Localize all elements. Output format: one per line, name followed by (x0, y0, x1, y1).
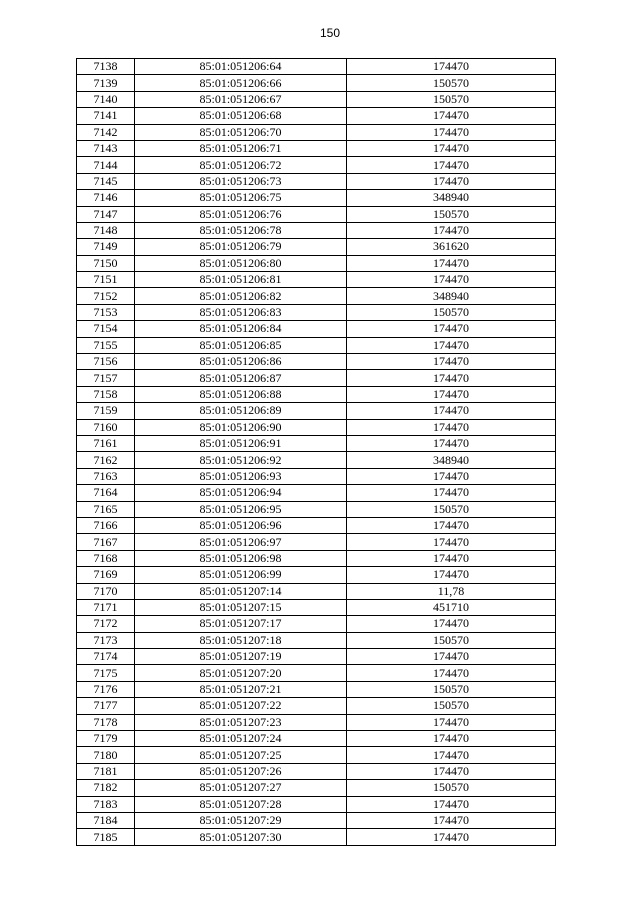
table-row (77, 321, 556, 337)
row-number-cell: 7165 (77, 501, 135, 517)
value-cell: 174470 (347, 59, 556, 75)
row-number-cell: 7174 (77, 649, 135, 665)
value-cell: 174470 (347, 173, 556, 189)
value-cell: 174470 (347, 157, 556, 173)
table-row (77, 140, 556, 156)
cadastral-number-cell: 85:01:051207:19 (135, 649, 347, 665)
cadastral-number-cell: 85:01:051206:95 (135, 501, 347, 517)
cadastral-number-cell: 85:01:051206:73 (135, 173, 347, 189)
row-number-cell: 7160 (77, 419, 135, 435)
row-number-cell: 7163 (77, 468, 135, 484)
cadastral-number-cell: 85:01:051206:86 (135, 354, 347, 370)
row-number-cell: 7184 (77, 812, 135, 828)
cadastral-number-cell: 85:01:051206:92 (135, 452, 347, 468)
table-row (77, 108, 556, 124)
value-cell: 174470 (347, 272, 556, 288)
cadastral-number-cell: 85:01:051206:93 (135, 468, 347, 484)
cadastral-number-cell: 85:01:051206:70 (135, 124, 347, 140)
row-number-cell: 7176 (77, 681, 135, 697)
row-number-cell: 7138 (77, 59, 135, 75)
table-row (77, 747, 556, 763)
cadastral-number-cell: 85:01:051207:24 (135, 731, 347, 747)
value-cell: 174470 (347, 222, 556, 238)
value-cell: 361620 (347, 239, 556, 255)
row-number-cell: 7156 (77, 354, 135, 370)
row-number-cell: 7152 (77, 288, 135, 304)
table-row (77, 337, 556, 353)
value-cell: 174470 (347, 829, 556, 845)
value-cell: 174470 (347, 616, 556, 632)
row-number-cell: 7175 (77, 665, 135, 681)
value-cell: 174470 (347, 649, 556, 665)
cadastral-number-cell: 85:01:051207:14 (135, 583, 347, 599)
cadastral-number-cell: 85:01:051207:15 (135, 599, 347, 615)
value-cell: 174470 (347, 386, 556, 402)
value-cell: 174470 (347, 534, 556, 550)
value-cell: 150570 (347, 780, 556, 796)
row-number-cell: 7148 (77, 222, 135, 238)
row-number-cell: 7179 (77, 731, 135, 747)
cadastral-number-cell: 85:01:051206:68 (135, 108, 347, 124)
value-cell: 174470 (347, 714, 556, 730)
table-row (77, 534, 556, 550)
row-number-cell: 7169 (77, 567, 135, 583)
value-cell: 174470 (347, 140, 556, 156)
table-row (77, 239, 556, 255)
cadastral-number-cell: 85:01:051206:72 (135, 157, 347, 173)
value-cell: 174470 (347, 354, 556, 370)
value-cell: 150570 (347, 91, 556, 107)
row-number-cell: 7146 (77, 190, 135, 206)
table-row (77, 91, 556, 107)
row-number-cell: 7168 (77, 550, 135, 566)
cadastral-number-cell: 85:01:051206:81 (135, 272, 347, 288)
table-row (77, 190, 556, 206)
row-number-cell: 7154 (77, 321, 135, 337)
cadastral-number-cell: 85:01:051206:87 (135, 370, 347, 386)
cadastral-number-cell: 85:01:051206:94 (135, 485, 347, 501)
row-number-cell: 7182 (77, 780, 135, 796)
table-body (77, 59, 556, 846)
table-row (77, 59, 556, 75)
cadastral-number-cell: 85:01:051206:85 (135, 337, 347, 353)
value-cell: 174470 (347, 370, 556, 386)
cadastral-number-cell: 85:01:051206:88 (135, 386, 347, 402)
row-number-cell: 7153 (77, 304, 135, 320)
table-row (77, 812, 556, 828)
value-cell: 11,78 (347, 583, 556, 599)
value-cell: 150570 (347, 632, 556, 648)
value-cell: 174470 (347, 124, 556, 140)
value-cell: 174470 (347, 255, 556, 271)
value-cell: 174470 (347, 321, 556, 337)
value-cell: 150570 (347, 681, 556, 697)
data-table (76, 58, 556, 846)
cadastral-number-cell: 85:01:051206:79 (135, 239, 347, 255)
table-row (77, 796, 556, 812)
cadastral-number-cell: 85:01:051207:17 (135, 616, 347, 632)
value-cell: 174470 (347, 435, 556, 451)
row-number-cell: 7171 (77, 599, 135, 615)
cadastral-number-cell: 85:01:051207:23 (135, 714, 347, 730)
table-row (77, 599, 556, 615)
table-row (77, 698, 556, 714)
value-cell: 174470 (347, 517, 556, 533)
value-cell: 150570 (347, 304, 556, 320)
row-number-cell: 7177 (77, 698, 135, 714)
table-row (77, 173, 556, 189)
row-number-cell: 7157 (77, 370, 135, 386)
table-row (77, 435, 556, 451)
cadastral-number-cell: 85:01:051207:25 (135, 747, 347, 763)
table-row (77, 222, 556, 238)
cadastral-number-cell: 85:01:051206:71 (135, 140, 347, 156)
cadastral-number-cell: 85:01:051207:20 (135, 665, 347, 681)
cadastral-number-cell: 85:01:051206:83 (135, 304, 347, 320)
value-cell: 150570 (347, 698, 556, 714)
cadastral-number-cell: 85:01:051206:89 (135, 403, 347, 419)
cadastral-number-cell: 85:01:051207:27 (135, 780, 347, 796)
table-row (77, 255, 556, 271)
row-number-cell: 7178 (77, 714, 135, 730)
table-row (77, 288, 556, 304)
row-number-cell: 7159 (77, 403, 135, 419)
value-cell: 174470 (347, 796, 556, 812)
row-number-cell: 7144 (77, 157, 135, 173)
table-row (77, 403, 556, 419)
row-number-cell: 7151 (77, 272, 135, 288)
row-number-cell: 7140 (77, 91, 135, 107)
value-cell: 174470 (347, 337, 556, 353)
cadastral-number-cell: 85:01:051206:82 (135, 288, 347, 304)
cadastral-number-cell: 85:01:051207:29 (135, 812, 347, 828)
row-number-cell: 7145 (77, 173, 135, 189)
value-cell: 174470 (347, 665, 556, 681)
page-number: 150 (319, 26, 341, 40)
row-number-cell: 7164 (77, 485, 135, 501)
table-row (77, 829, 556, 845)
value-cell: 451710 (347, 599, 556, 615)
row-number-cell: 7183 (77, 796, 135, 812)
value-cell: 174470 (347, 731, 556, 747)
cadastral-number-cell: 85:01:051206:96 (135, 517, 347, 533)
table-row (77, 632, 556, 648)
table-row (77, 550, 556, 566)
cadastral-number-cell: 85:01:051206:97 (135, 534, 347, 550)
value-cell: 174470 (347, 485, 556, 501)
cadastral-number-cell: 85:01:051206:90 (135, 419, 347, 435)
table-row (77, 681, 556, 697)
row-number-cell: 7142 (77, 124, 135, 140)
table-row (77, 649, 556, 665)
cadastral-number-cell: 85:01:051206:76 (135, 206, 347, 222)
cadastral-number-cell: 85:01:051206:91 (135, 435, 347, 451)
cadastral-number-cell: 85:01:051206:78 (135, 222, 347, 238)
row-number-cell: 7155 (77, 337, 135, 353)
table-row (77, 354, 556, 370)
value-cell: 174470 (347, 747, 556, 763)
row-number-cell: 7166 (77, 517, 135, 533)
cadastral-number-cell: 85:01:051206:99 (135, 567, 347, 583)
table-row (77, 517, 556, 533)
cadastral-number-cell: 85:01:051206:66 (135, 75, 347, 91)
row-number-cell: 7149 (77, 239, 135, 255)
cadastral-number-cell: 85:01:051206:75 (135, 190, 347, 206)
value-cell: 174470 (347, 763, 556, 779)
cadastral-number-cell: 85:01:051206:98 (135, 550, 347, 566)
value-cell: 348940 (347, 288, 556, 304)
table-row (77, 501, 556, 517)
table-row (77, 370, 556, 386)
table-row (77, 157, 556, 173)
table-row (77, 714, 556, 730)
table-row (77, 386, 556, 402)
table-row (77, 616, 556, 632)
cadastral-number-cell: 85:01:051206:84 (135, 321, 347, 337)
value-cell: 150570 (347, 206, 556, 222)
cadastral-number-cell: 85:01:051207:21 (135, 681, 347, 697)
cadastral-number-cell: 85:01:051206:80 (135, 255, 347, 271)
cadastral-number-cell: 85:01:051207:18 (135, 632, 347, 648)
value-cell: 348940 (347, 452, 556, 468)
row-number-cell: 7185 (77, 829, 135, 845)
cadastral-number-cell: 85:01:051207:30 (135, 829, 347, 845)
value-cell: 174470 (347, 419, 556, 435)
value-cell: 348940 (347, 190, 556, 206)
value-cell: 174470 (347, 550, 556, 566)
row-number-cell: 7158 (77, 386, 135, 402)
row-number-cell: 7172 (77, 616, 135, 632)
value-cell: 174470 (347, 812, 556, 828)
table-row (77, 452, 556, 468)
table-row (77, 665, 556, 681)
table-row (77, 485, 556, 501)
table-row (77, 272, 556, 288)
row-number-cell: 7173 (77, 632, 135, 648)
cadastral-number-cell: 85:01:051206:67 (135, 91, 347, 107)
cadastral-number-cell: 85:01:051206:64 (135, 59, 347, 75)
table-row (77, 567, 556, 583)
cadastral-number-cell: 85:01:051207:26 (135, 763, 347, 779)
row-number-cell: 7167 (77, 534, 135, 550)
row-number-cell: 7139 (77, 75, 135, 91)
row-number-cell: 7170 (77, 583, 135, 599)
value-cell: 174470 (347, 403, 556, 419)
value-cell: 174470 (347, 108, 556, 124)
table-row (77, 731, 556, 747)
table-row (77, 583, 556, 599)
table-row (77, 124, 556, 140)
row-number-cell: 7141 (77, 108, 135, 124)
value-cell: 150570 (347, 501, 556, 517)
table-row (77, 780, 556, 796)
value-cell: 174470 (347, 468, 556, 484)
cadastral-number-cell: 85:01:051207:22 (135, 698, 347, 714)
row-number-cell: 7180 (77, 747, 135, 763)
cadastral-number-cell: 85:01:051207:28 (135, 796, 347, 812)
value-cell: 150570 (347, 75, 556, 91)
table-row (77, 75, 556, 91)
row-number-cell: 7161 (77, 435, 135, 451)
table-row (77, 763, 556, 779)
table-row (77, 468, 556, 484)
row-number-cell: 7162 (77, 452, 135, 468)
table-row (77, 206, 556, 222)
row-number-cell: 7150 (77, 255, 135, 271)
table-row (77, 304, 556, 320)
table-row (77, 419, 556, 435)
value-cell: 174470 (347, 567, 556, 583)
row-number-cell: 7147 (77, 206, 135, 222)
row-number-cell: 7143 (77, 140, 135, 156)
row-number-cell: 7181 (77, 763, 135, 779)
